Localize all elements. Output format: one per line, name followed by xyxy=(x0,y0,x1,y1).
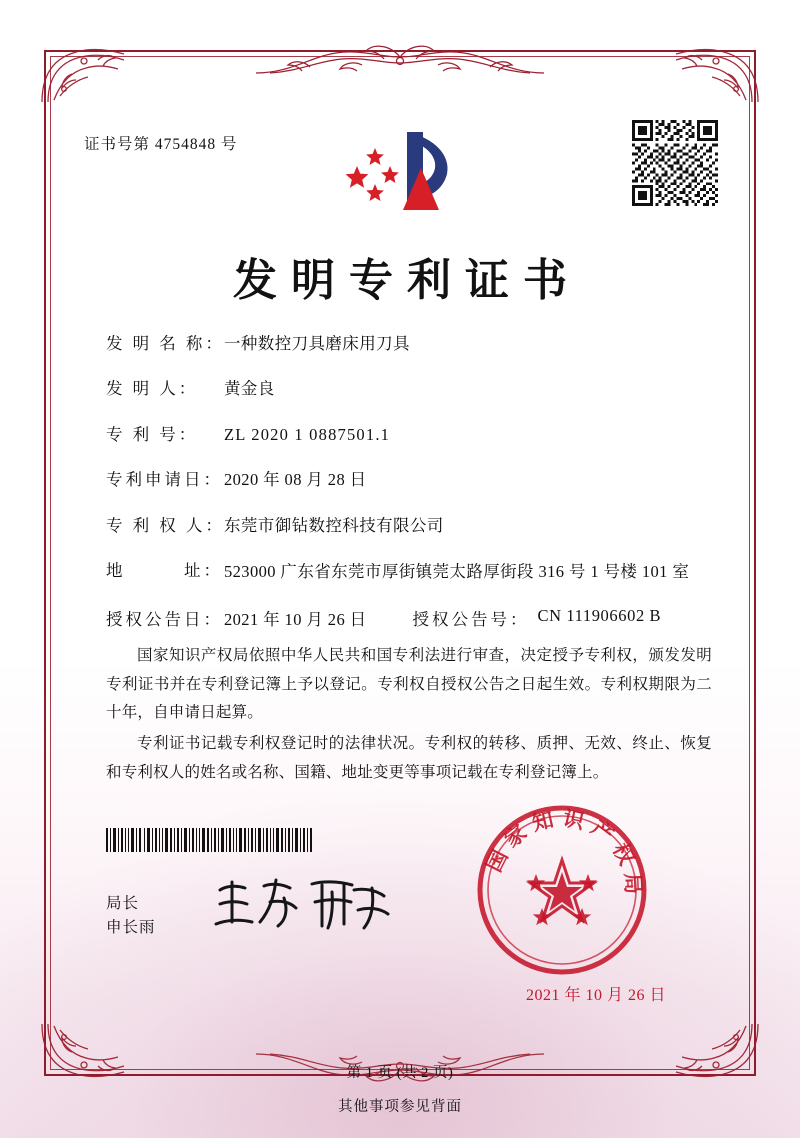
field-value: 523000 广东省东莞市厚街镇莞太路厚街段 316 号 1 号楼 101 室 xyxy=(224,562,690,582)
qr-code xyxy=(632,120,718,206)
legal-text xyxy=(106,642,712,789)
field-label: 专 利 权 人： xyxy=(106,515,225,535)
field-invention-name xyxy=(106,332,716,356)
field-value: ZL 2020 1 0887501.1 xyxy=(224,424,391,444)
director-name: 申长雨 xyxy=(106,919,156,937)
seal-date: 2021 年 10 月 26 日 xyxy=(525,987,666,1004)
field-list xyxy=(106,332,716,644)
field-value: 一种数控刀具磨床用刀具 xyxy=(224,334,410,353)
page-number: 第 1 页 (共 2 页) xyxy=(346,1065,454,1081)
handwritten-signature xyxy=(212,872,402,936)
footer-note: 其他事项参见背面 xyxy=(338,1099,462,1115)
field-label: 发 明 人： xyxy=(106,379,199,399)
corner-ornament-icon xyxy=(38,44,130,106)
top-ornament-icon xyxy=(250,33,550,79)
legal-paragraph-1: 国家知识产权局依照中华人民共和国专利法进行审查，决定授予专利权，颁发发明专利证书并在专利登记簿上予以登记。专利权自授权公告之日起生效。专利权期限为二十年，自申请日起算。 xyxy=(106,647,712,722)
director-label: 局长 xyxy=(106,895,140,912)
field-patentee xyxy=(106,514,716,538)
field-address xyxy=(106,559,716,585)
field-value: 2020 年 08 月 28 日 xyxy=(224,470,367,490)
grant-number-label: 授权公告号： xyxy=(412,610,530,630)
cnipa-emblem-icon xyxy=(335,122,465,222)
certificate-content xyxy=(84,120,716,1081)
grant-date-label: 授权公告日： xyxy=(106,610,223,630)
field-inventor xyxy=(106,377,716,401)
field-value: 东莞市御钻数控科技有限公司 xyxy=(224,515,444,535)
field-value: 黄金良 xyxy=(224,379,275,399)
official-seal xyxy=(474,802,650,978)
field-grant-row xyxy=(106,606,716,630)
corner-ornament-icon xyxy=(670,44,762,106)
signature-block xyxy=(106,892,156,940)
grant-date-value: 2021 年 10 月 26 日 xyxy=(224,610,367,630)
grant-number-value: CN 111906602 B xyxy=(537,606,662,626)
field-patent-number xyxy=(106,423,716,447)
barcode xyxy=(106,828,314,852)
field-label: 专 利 号： xyxy=(106,424,199,444)
legal-paragraph-2: 专利证书记载专利权登记时的法律状况。专利权的转移、质押、无效、终止、恢复和专利权人的姓名或名称、国籍、地址变更等事项记载在专利登记簿上。 xyxy=(106,735,712,781)
svg-text:国家知识产权局: 国家知识产权局 xyxy=(481,805,646,902)
field-label: 专利申请日： xyxy=(106,470,223,490)
page-title: 发明专利证书 xyxy=(233,256,581,305)
field-application-date xyxy=(106,468,716,492)
certificate-number: 证书号第 4754848 号 xyxy=(84,136,238,153)
field-label: 发 明 名 称： xyxy=(106,334,225,353)
field-label: 地 址： xyxy=(106,561,223,581)
